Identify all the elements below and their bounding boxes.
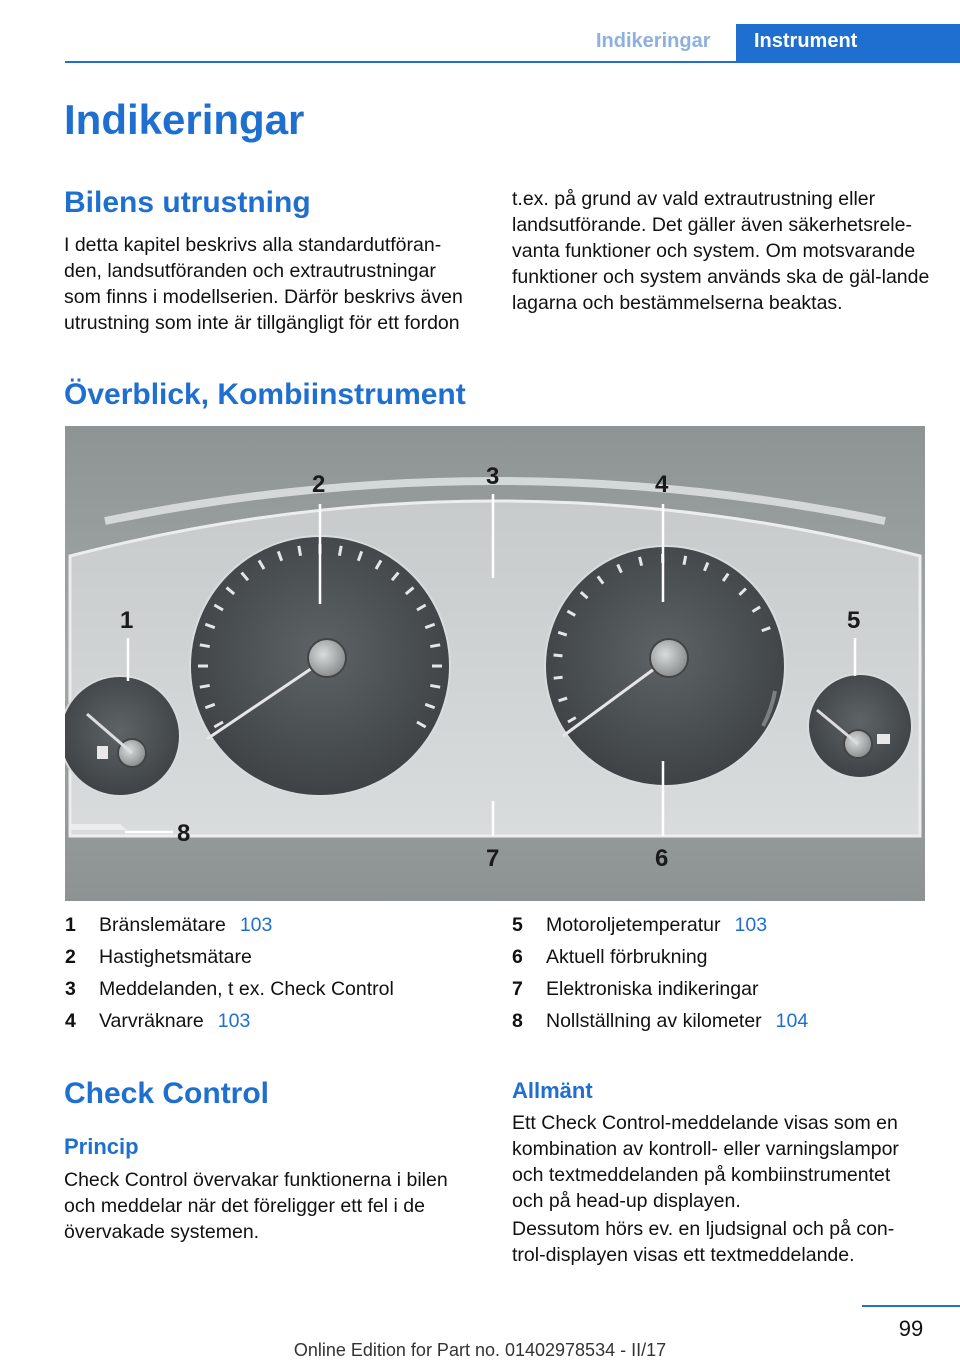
chapter-tab: Instrument: [736, 24, 960, 62]
page-number: 99: [898, 1316, 924, 1341]
fuel-pump-icon: [97, 746, 108, 759]
callout-1: 1: [120, 607, 134, 634]
general-text-2: Dessutom hörs ev. en ljudsignal och på con-trol-displayen visas ett textmeddelande.: [512, 1218, 895, 1266]
legend-number: 2: [65, 946, 76, 968]
legend-number: 6: [512, 946, 523, 968]
dial-tick: [640, 557, 642, 566]
legend-label: Nollställning av kilometer: [546, 1010, 762, 1032]
legend-item: [512, 1005, 808, 1037]
dial-tick: [430, 645, 440, 647]
legend-label: Bränslemätare: [99, 914, 226, 936]
dial-tick: [684, 556, 686, 565]
equipment-heading: Bilens utrustning: [64, 186, 311, 219]
legend-label: Varvräknare: [99, 1010, 204, 1032]
legend-item: [65, 973, 394, 1005]
page-title: Indikeringar: [64, 96, 305, 143]
page-reference-link[interactable]: 103: [239, 914, 273, 936]
legend-item: [65, 909, 394, 941]
edition-footer: Online Edition for Part no. 01402978534 - II/17: [293, 1340, 667, 1360]
legend-item: [512, 909, 808, 941]
callout-8: 8: [177, 820, 191, 847]
callout-4: 4: [655, 471, 669, 498]
oil-temperature-gauge: [808, 674, 912, 778]
legend-number: 1: [65, 914, 76, 936]
dial-tick: [554, 677, 563, 678]
overview-heading: Överblick, Kombiinstrument: [64, 378, 466, 411]
tachometer-dial: [545, 546, 785, 786]
legend-left: [65, 909, 394, 1037]
legend-number: 7: [512, 978, 523, 1000]
legend-number: 3: [65, 978, 76, 1000]
fuel-gauge: [65, 676, 180, 796]
equipment-text-right: t.ex. på grund av vald extrautrustning eller landsutförande. Det gäller även säkerhetsrele-vanta funktioner och system. Om motsvarande funktioner och system används ska de gäl-lande lagarna och bestämmelserna beaktas.: [512, 188, 930, 314]
general-heading: Allmänt: [512, 1078, 593, 1103]
legend-right: [512, 909, 808, 1037]
legend-label: Aktuell förbrukning: [546, 946, 708, 968]
instrument-cluster-figure: [65, 426, 925, 901]
legend-number: 8: [512, 1010, 523, 1032]
page-reference-link[interactable]: 103: [734, 914, 768, 936]
legend-item: [512, 941, 808, 973]
legend-item: [65, 1005, 394, 1037]
trip-reset-button: [70, 824, 127, 830]
general-text-1: Ett Check Control-meddelande visas som en kombination av kontroll- eller varningslampor och textmeddelanden på kombiinstrumentet och på head-up displayen.: [512, 1112, 899, 1212]
callout-3: 3: [486, 463, 500, 490]
legend-number: 4: [65, 1010, 76, 1032]
dial-tick: [200, 645, 210, 647]
legend-item: [512, 973, 808, 1005]
legend-number: 5: [512, 914, 523, 936]
dial-tick: [339, 546, 341, 556]
principle-text: Check Control övervakar funktionerna i bilen och meddelar när det föreligger ett fel i de övervakade systemen.: [64, 1169, 448, 1243]
legend-label: Elektroniska indikeringar: [546, 978, 759, 1000]
equipment-text-left: I detta kapitel beskrivs alla standardutföran-den, landsutföranden och extrautrustningar som finns i modellserien. Därför beskrivs även utrustning som inte är tillgängligt för ett fordon: [64, 234, 463, 334]
dial-tick: [200, 685, 210, 687]
callout-5: 5: [847, 607, 861, 634]
legend-label: Motoroljetemperatur: [546, 914, 721, 936]
principle-heading: Princip: [64, 1134, 139, 1159]
legend-label: Hastighetsmätare: [99, 946, 252, 968]
section-tab: Indikeringar: [596, 30, 711, 52]
dial-tick: [430, 685, 440, 687]
oil-can-icon: [877, 734, 890, 744]
footer-rule: [862, 1305, 960, 1307]
callout-6: 6: [655, 845, 669, 872]
header-rule: [65, 61, 960, 63]
page-reference-link[interactable]: 104: [775, 1010, 809, 1032]
check-control-heading: Check Control: [64, 1077, 270, 1110]
page-reference-link[interactable]: 103: [217, 1010, 251, 1032]
legend-label: Meddelanden, t ex. Check Control: [99, 978, 394, 1000]
dial-tick: [554, 655, 563, 656]
legend-item: [65, 941, 394, 973]
callout-2: 2: [312, 471, 326, 498]
callout-7: 7: [486, 845, 500, 872]
dial-tick: [299, 546, 301, 556]
